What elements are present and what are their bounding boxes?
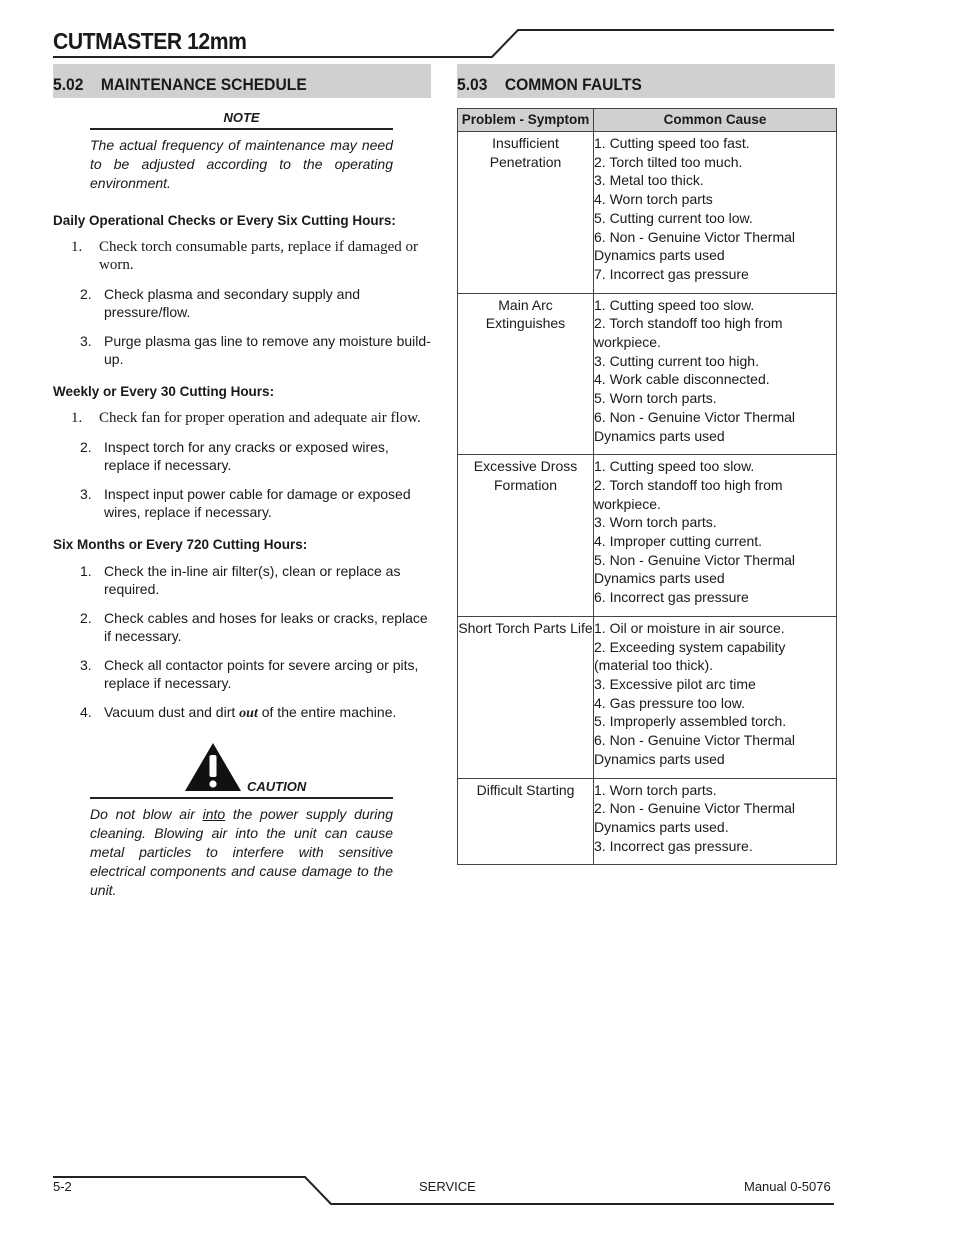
- cause-text: 4. Gas pressure too low.: [594, 694, 745, 711]
- cause-text: (material too thick).: [594, 657, 714, 674]
- cause-text: 1. Worn torch parts.: [594, 781, 717, 798]
- cause-text: Dynamics parts used: [594, 247, 725, 264]
- symptom-text: Short Torch Parts Life: [458, 619, 593, 636]
- symptom-text: Formation: [493, 476, 558, 493]
- list-item: 3. Inspect input power cable for damage or exposed wires, replace if necessary.: [80, 486, 411, 520]
- list-item: 1. Check the in-line air filter(s), clean or replace as required.: [80, 563, 401, 597]
- symptom-text: Excessive Dross: [473, 458, 578, 475]
- list-item: 3. Purge plasma gas line to remove any moisture build-up.: [80, 333, 431, 367]
- section-heading-maintenance-schedule: 5.02 MAINTENANCE SCHEDULE: [53, 64, 431, 98]
- cause-text: 1. Oil or moisture in air source.: [594, 619, 785, 636]
- cause-text: workpiece.: [594, 495, 661, 512]
- note-label: NOTE: [90, 110, 393, 130]
- note-text: The actual frequency of maintenance may need to be adjusted according to the operating environment.: [90, 137, 393, 191]
- symptom-text: Insufficient: [492, 135, 559, 151]
- cause-text: Dynamics parts used.: [594, 818, 729, 835]
- caution-label: CAUTION: [247, 779, 307, 794]
- cause-text: 3. Metal too thick.: [594, 172, 704, 189]
- cause-text: 5. Non - Genuine Victor Thermal: [594, 551, 796, 568]
- cause-text: 2. Non - Genuine Victor Thermal: [594, 800, 796, 817]
- manual-number: Manual 0-5076: [744, 1179, 831, 1194]
- cause-text: 6. Non - Genuine Victor Thermal: [594, 408, 796, 425]
- cause-text: 1. Cutting speed too slow.: [594, 458, 755, 475]
- symptom-text: Extinguishes: [485, 315, 566, 332]
- weekly-checklist: [53, 409, 431, 521]
- cause-text: 6. Incorrect gas pressure: [594, 589, 749, 606]
- cause-text: 3. Excessive pilot arc time: [594, 675, 756, 692]
- cause-cell: [594, 293, 837, 455]
- list-item: 4. Vacuum dust and dirt out of the entire machine.: [80, 704, 397, 721]
- cause-cell: [594, 616, 837, 778]
- cause-text: 4. Worn torch parts: [594, 191, 713, 208]
- cause-text: Dynamics parts used: [594, 427, 725, 444]
- cause-cell: [594, 132, 837, 294]
- footer-section-name: SERVICE: [419, 1179, 476, 1194]
- table-row: [458, 455, 837, 617]
- list-item: 3. Check all contactor points for severe arcing or pits, replace if necessary.: [80, 657, 419, 691]
- table-body: [458, 132, 837, 865]
- group-heading-six-months: Six Months or Every 720 Cutting Hours:: [53, 537, 308, 552]
- cause-text: 7. Incorrect gas pressure: [594, 265, 749, 282]
- list-item: 2. Check plasma and secondary supply and pressure/flow.: [80, 286, 361, 320]
- column-header-cause: Common Cause: [594, 109, 837, 132]
- cause-text: 3. Cutting current too high.: [594, 352, 759, 369]
- daily-checklist: [53, 238, 431, 368]
- cause-text: 6. Non - Genuine Victor Thermal: [594, 732, 796, 749]
- six-month-checklist: [53, 562, 431, 723]
- cause-text: 2. Torch tilted too much.: [594, 153, 743, 170]
- column-header-symptom: Problem - Symptom: [458, 109, 594, 132]
- symptom-text: Penetration: [489, 153, 562, 170]
- list-item: 2. Inspect torch for any cracks or exposed wires, replace if necessary.: [80, 439, 389, 473]
- cause-text: Dynamics parts used: [594, 750, 725, 767]
- symptom-cell: [458, 616, 594, 778]
- table-row: [458, 293, 837, 455]
- cause-text: 2. Torch standoff too high from: [594, 476, 783, 493]
- cause-text: 4. Work cable disconnected.: [594, 371, 770, 388]
- symptom-text: Main Arc: [498, 296, 553, 313]
- cause-text: 5. Cutting current too low.: [594, 209, 753, 226]
- cause-text: Dynamics parts used: [594, 570, 725, 587]
- cause-text: 5. Worn torch parts.: [594, 390, 717, 407]
- cause-text: 6. Non - Genuine Victor Thermal: [594, 228, 796, 245]
- cause-text: 2. Exceeding system capability: [594, 638, 786, 655]
- page-number: 5-2: [53, 1179, 72, 1194]
- cause-text: 4. Improper cutting current.: [594, 533, 763, 550]
- common-faults-table: [457, 108, 837, 865]
- symptom-cell: [458, 455, 594, 617]
- list-item: 1. Check fan for proper operation and adequate air flow.: [71, 410, 421, 426]
- table-row: [458, 778, 837, 865]
- caution-underlined-word: into: [202, 806, 226, 822]
- cause-text: 5. Improperly assembled torch.: [594, 713, 787, 730]
- table-header-row: [458, 109, 837, 132]
- group-heading-daily: Daily Operational Checks or Every Six Cutting Hours:: [53, 213, 396, 228]
- document-title: CUTMASTER 12mm: [53, 28, 247, 54]
- cause-cell: [594, 778, 837, 865]
- cause-text: 3. Incorrect gas pressure.: [594, 837, 753, 854]
- emphasis-out: out: [239, 706, 258, 721]
- cause-text: 3. Worn torch parts.: [594, 514, 717, 531]
- symptom-text: Difficult Starting: [476, 781, 575, 798]
- group-heading-weekly: Weekly or Every 30 Cutting Hours:: [53, 384, 275, 399]
- symptom-cell: [458, 132, 594, 294]
- caution-text: Do not blow air into the power supply during cleaning. Blowing air into the unit can cause metal particles to interfere with sensitive electrical components and cause damage to the unit.: [90, 806, 397, 898]
- table-row: [458, 616, 837, 778]
- cause-text: 2. Torch standoff too high from: [594, 315, 783, 332]
- table-row: [458, 132, 837, 294]
- cause-cell: [594, 455, 837, 617]
- maintenance-schedule-column: [53, 110, 431, 900]
- warning-triangle-icon: [183, 741, 243, 793]
- cause-text: 1. Cutting speed too slow.: [594, 296, 755, 313]
- cause-text: 1. Cutting speed too fast.: [594, 135, 750, 151]
- symptom-cell: [458, 778, 594, 865]
- symptom-cell: [458, 293, 594, 455]
- cause-text: workpiece.: [594, 334, 661, 351]
- section-heading-common-faults: 5.03 COMMON FAULTS: [457, 64, 835, 98]
- caution-header: [90, 741, 393, 799]
- list-item: 1. Check torch consumable parts, replace if damaged or worn.: [71, 239, 419, 273]
- list-item: 2. Check cables and hoses for leaks or cracks, replace if necessary.: [80, 610, 428, 644]
